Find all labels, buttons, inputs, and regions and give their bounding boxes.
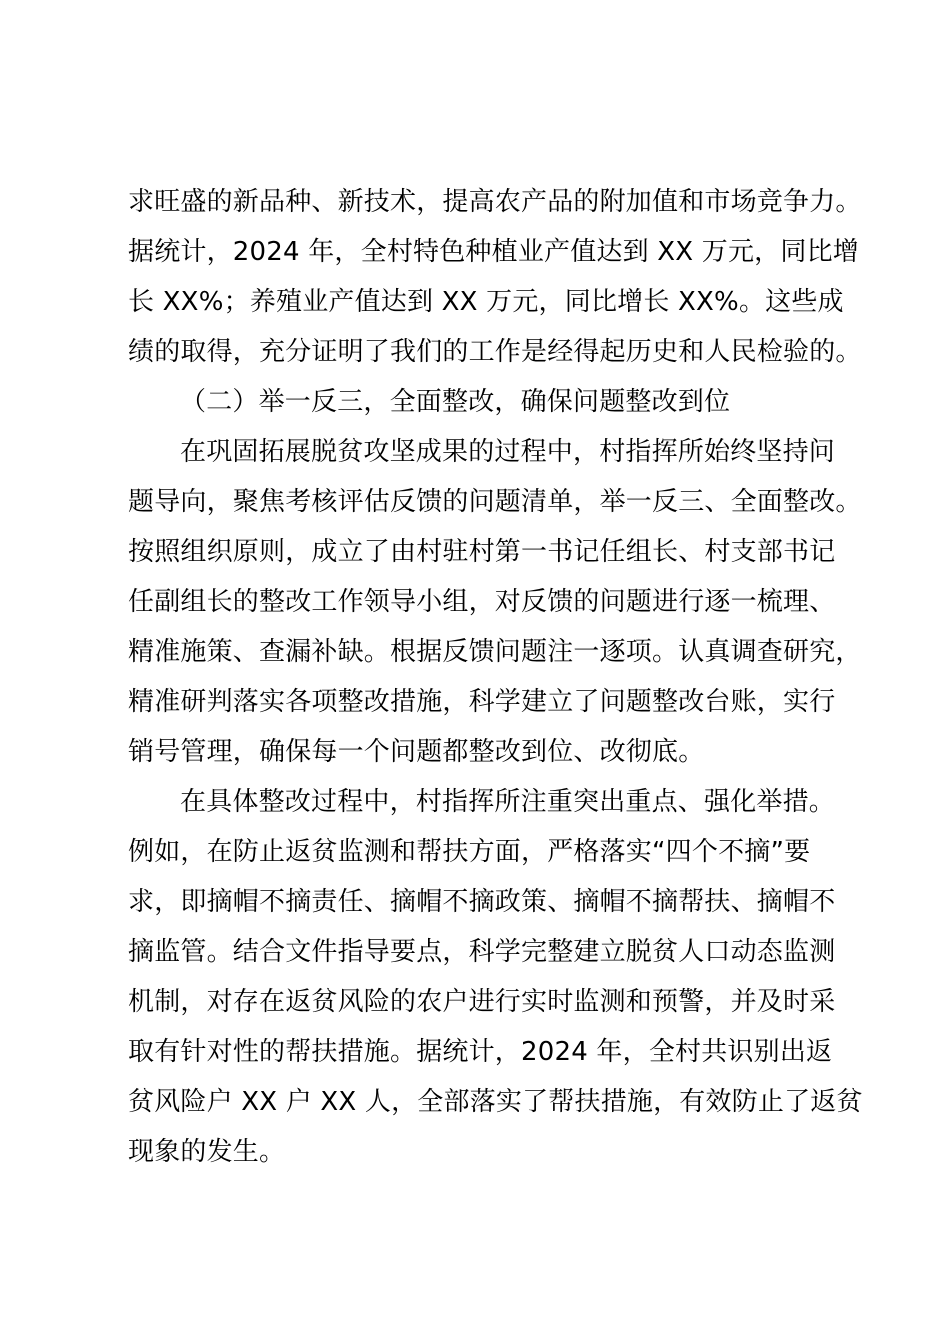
- section-heading: （二）举一反三，全面整改，确保问题整改到位: [180, 387, 731, 417]
- document-body: [128, 177, 863, 1177]
- text-line: 机制，对存在返贫风险的农户进行实时监测和预警，并及时采: [128, 987, 836, 1017]
- text-line: 例如，在防止返贫监测和帮扶方面，严格落实“四个不摘”要: [128, 837, 811, 867]
- text-line: 精准施策、查漏补缺。根据反馈问题注一逐项。认真调查研究，: [128, 637, 862, 667]
- text-line: 求，即摘帽不摘责任、摘帽不摘政策、摘帽不摘帮扶、摘帽不: [128, 887, 836, 917]
- text-line: 在具体整改过程中，村指挥所注重突出重点、强化举措。: [180, 787, 836, 817]
- text-line: 在巩固拓展脱贫攻坚成果的过程中，村指挥所始终坚持问: [180, 437, 836, 467]
- text-line: 长 XX%；养殖业产值达到 XX 万元，同比增长 XX%。这些成: [128, 287, 844, 317]
- text-line: 求旺盛的新品种、新技术，提高农产品的附加值和市场竞争力。: [128, 187, 862, 217]
- text-line: 贫风险户 XX 户 XX 人，全部落实了帮扶措施，有效防止了返贫: [128, 1087, 863, 1117]
- text-line: 任副组长的整改工作领导小组，对反馈的问题进行逐一梳理、: [128, 587, 836, 617]
- text-line: 按照组织原则，成立了由村驻村第一书记任组长、村支部书记: [128, 537, 836, 567]
- text-line: 据统计，2024 年，全村特色种植业产值达到 XX 万元，同比增: [128, 237, 859, 267]
- text-line: 现象的发生。: [128, 1137, 286, 1167]
- text-line: 摘监管。结合文件指导要点，科学完整建立脱贫人口动态监测: [128, 937, 836, 967]
- text-line: 取有针对性的帮扶措施。据统计，2024 年，全村共识别出返: [128, 1037, 833, 1067]
- text-line: 精准研判落实各项整改措施，科学建立了问题整改台账，实行: [128, 687, 836, 717]
- text-line: 绩的取得，充分证明了我们的工作是经得起历史和人民检验的。: [128, 337, 862, 367]
- text-line: 题导向，聚焦考核评估反馈的问题清单，举一反三、全面整改。: [128, 487, 862, 517]
- text-line: 销号管理，确保每一个问题都整改到位、改彻底。: [128, 737, 705, 767]
